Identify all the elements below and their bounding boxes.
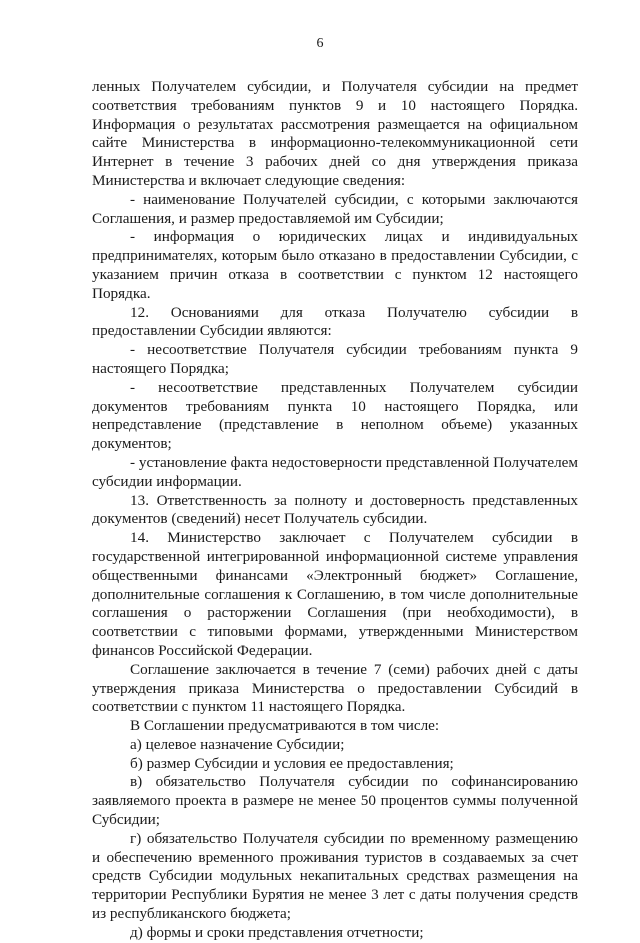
paragraph-list-item: - наименование Получателей субсидии, с которыми заключаются Соглашения, и размер предоставляемой им Субсидии; [92,190,578,227]
paragraph-list-item: б) размер Субсидии и условия ее предоставления; [130,754,454,772]
paragraph-list-item: а) целевое назначение Субсидии; [130,735,345,753]
document-body [92,78,578,943]
page-number: 6 [316,36,324,51]
paragraph-agreement-term: Соглашение заключается в течение 7 (семи) рабочих дней с даты утверждения приказа Министерства о предоставлении Субсидий в соответствии с пунктом 11 настоящего Порядка. [92,660,578,716]
paragraph-section-12: 12. Основаниями для отказа Получателю субсидии в предоставлении Субсидии являются: [92,303,578,340]
paragraph-list-item: - информация о юридических лицах и индивидуальных предпринимателях, которым было отказано в предоставлении Субсидии, с указанием причин отказа в соответствии с пунктом 12 настоящего Порядка. [92,228,578,302]
paragraph-agreement-contents: В Соглашении предусматриваются в том числе: [130,717,440,735]
paragraph-list-item: д) формы и сроки представления отчетности; [130,923,424,941]
paragraph-section-14: 14. Министерство заключает с Получателем субсидии в государственной интегрированной информационной системе управления общественными финансами «Электронный бюджет» Соглашение, дополнительные соглашения к Соглашению, в том числе дополнительные соглашения о расторжении Соглашения (при необходимости), в соответствии с типовыми формами, утвержденными Министерством финансов Российской Федерации. [92,529,578,659]
paragraph-intro-continuation: ленных Получателем субсидии, и Получателя субсидии на предмет соответствия требованиям пунктов 9 и 10 настоящего Порядка. Информация о результатах рассмотрения размещается на официальном сайте Министерства в информационно-телекоммуникационной сети Интернет в течение 3 рабочих дней со дня утверждения приказа Министерства и включает следующие сведения: [92,78,578,189]
paragraph-list-item: в) обязательство Получателя субсидии по софинансированию заявляемого проекта в размере не менее 50 процентов суммы полученной Субсидии; [92,773,578,829]
paragraph-section-13: 13. Ответственность за полноту и достоверность представленных документов (сведений) несет Получатель субсидии. [92,491,578,528]
paragraph-list-item: - установление факта недостоверности представленной Получателем субсидии информации. [92,453,578,490]
paragraph-list-item: г) обязательство Получателя субсидии по временному размещению и обеспечению временного проживания туристов в создаваемых за счет средств Субсидии модульных некапитальных средствах размещения на территории Республики Бурятия не менее 3 лет с даты получения средств из республиканского бюджета; [92,829,578,923]
paragraph-list-item: - несоответствие Получателя субсидии требованиям пункта 9 настоящего Порядка; [92,341,578,377]
paragraph-list-item: - несоответствие представленных Получателем субсидии документов требованиям пункта 10 настоящего Порядка, или непредставление (представление в неполном объеме) указанных документов; [92,378,578,453]
